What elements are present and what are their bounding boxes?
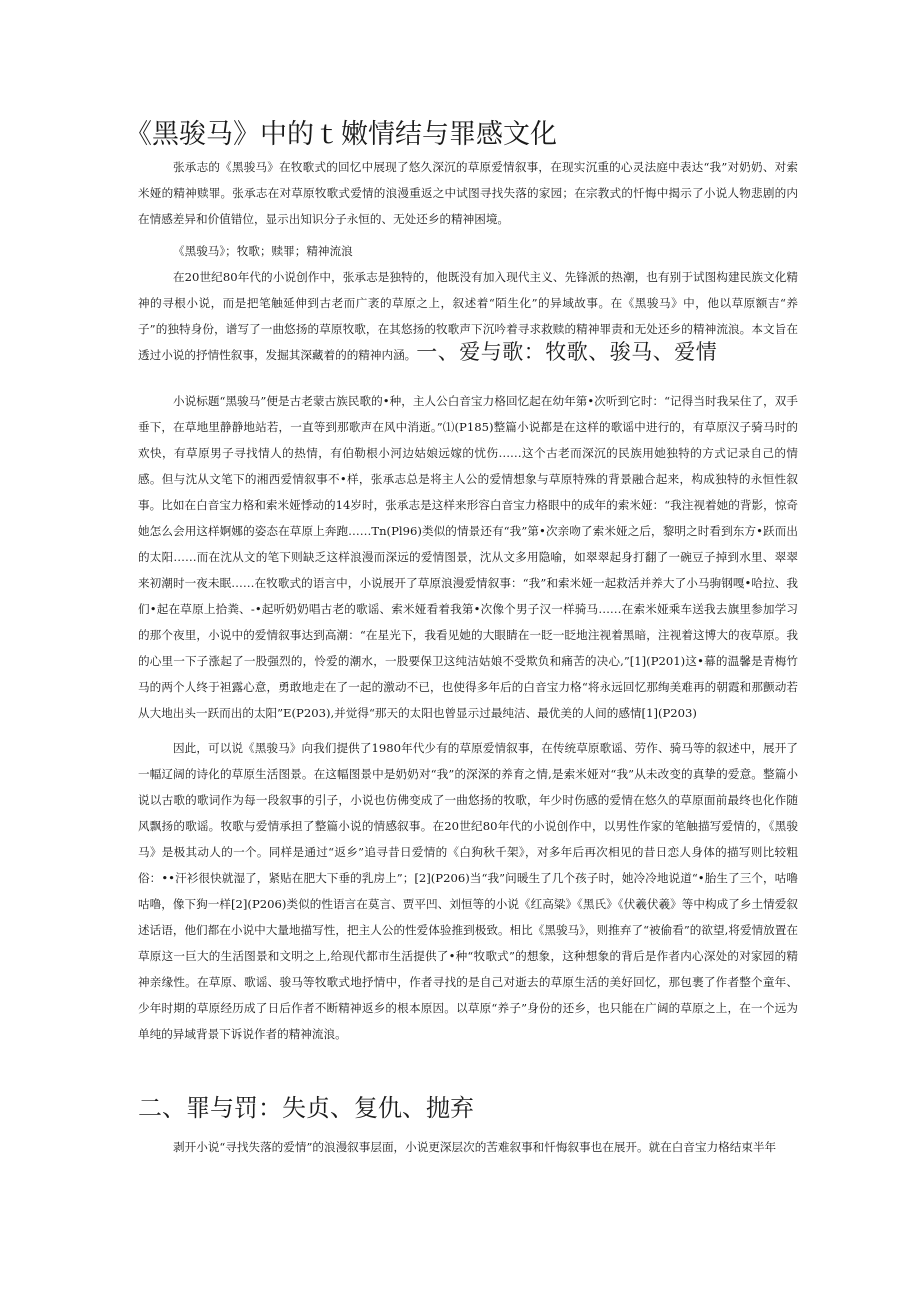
section-1-paragraph-1: 小说标题“黑骏马”便是古老蒙古族民歌的•种，主人公白音宝力格回忆起在幼年第•次听到它时：“记得当时我呆住了，双手垂下，在草地里静静地站若，一直等到那歌声在风中消逝。”⑴(P185)整篇小说都是在这样的歌谣中进行的，有草原汉子骑马时的欢快，有草原男子寻找情人的热情，有伯勒根小河边姑娘远嫁的忧伤……这个古老而深沉的民族用她独特的方式记录自己的情感。但与沈从文笔下的湘西爱情叙事不•样，张承志总是将主人公的爱情想象与草原特殊的背景融合起来，构成独特的永恒性叙事。比如在白音宝力格和索米娅悸动的14岁时，张承志是这样来形容白音宝力格眼中的成年的索米娅：“我注视着她的背影，惊奇她怎么会用这样婀娜的姿态在草原上奔跑……Tn(Pl96)类似的情景还有“我”第•次亲吻了索米娅之后，黎明之时看到东方•跃而出的太阳……而在沈从文的笔下则缺乏这样浪漫而深远的爱情图景，沈从文多用隐喻，如翠翠起身打翻了一碗豆子掉到水里、翠翠来初潮时一夜未眠……在牧歌式的语言中，小说展开了草原浪漫爱情叙事：“我”和索米娅一起救活并养大了小马驹钢嘎•哈拉、我们•起在草原上拾粪、-•起听奶奶唱古老的歌谣、索米娅看着我第•次像个男子汉一样骑马……在索米娅乘车送我去旗里参加学习的那个夜里，小说中的爱情叙事达到高潮：“在星光下，我看见她的大眼睛在一眨一眨地注视着黑暗，注视着这博大的夜草原。我的心里一下子涨起了一股强烈的，怜爱的潮水，一股要保卫这纯洁姑娘不受欺负和痛苦的决心,”[1](P201)这•幕的温馨是青梅竹马的两个人终于袒露心意，勇敢地走在了一起的激动不已，也使得多年后的白音宝力格“将永远回忆那绚美难再的朝霞和那颤动若从大地出头一跃而出的太阳”E(P203),并觉得“那天的太阳也曾显示过最纯洁、最优美的人间的感情[1](P203) [138, 394, 798, 720]
intro-paragraph [138, 264, 798, 368]
section-1-paragraph-2: 因此，可以说《黑骏马》向我们提供了1980年代少有的草原爱情叙事，在传统草原歌谣、劳作、骑马等的叙述中，展开了一幅辽阔的诗化的草原生活图景。在这幅图景中是奶奶对“我”的深深的养育之情,是索米娅对“我”从未改变的真挚的爱意。整篇小说以古歌的歌词作为每一段叙事的引子，小说也仿佛变成了一曲悠扬的牧歌，年少时伤感的爱情在悠久的草原面前最终也化作随风飘扬的歌谣。牧歌与爱情承担了整篇小说的情感叙事。在20世纪80年代的小说创作中，以男性作家的笔触描写爱情的，《黑骏马》是极其动人的一个。同样是通过“返乡”追寻昔日爱情的《白狗秋千架》，对多年后再次相见的昔日恋人身体的描写则比较粗俗：••汗衫很快就湿了，紧贴在肥大下垂的乳房上”；[2](P206)当“我”问暖生了几个孩子时，她冷冷地说道“•胎生了三个，咕噜咕噜，像下狗一样[2](P206)类似的性语言在莫言、贾平凹、刘恒等的小说《红高粱》《黑氏》《伏羲伏羲》等中构成了乡土情爱叙述话语，他们都在小说中大量地描写性，把主人公的性爱体验推到极致。相比《黑骏马》，则推弃了“被偷看”的欲望,将爱情放置在草原这一巨大的生活图景和文明之上,给现代都市生活提供了•种“牧歌式”的想象，这种想象的背后是作者内心深处的对家园的精神亲缘性。在草原、歌谣、骏马等牧歌式地抒情中，作者寻找的是自己对逝去的草原生活的美好回忆，那包裹了作者整个童年、少年时期的草原经历成了日后作者不断精神返乡的根本原因。以草原“养子”身份的还乡，也只能在广阔的草原之上，在一个远为单纯的异域背景下诉说作者的精神流浪。 [138, 741, 798, 1041]
section-1-heading: 一、爱与歌：牧歌、骏马、爱情 [416, 340, 718, 364]
section-2-heading: 二、罪与罚：失贞、复仇、抛弃 [138, 1094, 474, 1122]
intro-text: 在20世纪80年代的小说创作中，张承志是独特的，他既没有加入现代主义、先锋派的热潮，也有别于试图构建民族文化精神的寻根小说，而是把笔触延伸到古老而广袤的草原之上，叙述着“陌生化”的异域故事。在《黑骏马》中，他以草原额吉“养子”的独特身份，谱写了一曲悠扬的草原牧歌，在其悠扬的牧歌声下沉吟着寻求救赎的精神罪责和无处还乡的精神流浪。本文旨在透过小说的抒情性叙事，发掘其深藏着的的精神内涵。 [138, 270, 798, 362]
abstract-paragraph: 张承志的《黑骏马》在牧歌式的回忆中展现了悠久深沉的草原爱情叙事，在现实沉重的心灵法庭中表达“我”对奶奶、对索米娅的精神赎罪。张承志在对草原牧歌式爱情的浪漫重返之中试图寻找失落的家园；在宗教式的忏悔中揭示了小说人物悲剧的内在情感差异和价值错位，显示出知识分子永恒的、无处还乡的精神困境。 [138, 160, 798, 226]
section-2-paragraph-1: 剥开小说“寻找失落的爱情”的浪漫叙事层面，小说更深层次的苦难叙事和忏悔叙事也在展开。就在白音宝力格结束半年 [173, 1140, 777, 1154]
keywords-line: 《黑骏马》；牧歌；赎罪；精神流浪 [173, 244, 353, 258]
document-title: 《黑骏马》中的ｔ嫩情结与罪感文化 [125, 119, 557, 150]
